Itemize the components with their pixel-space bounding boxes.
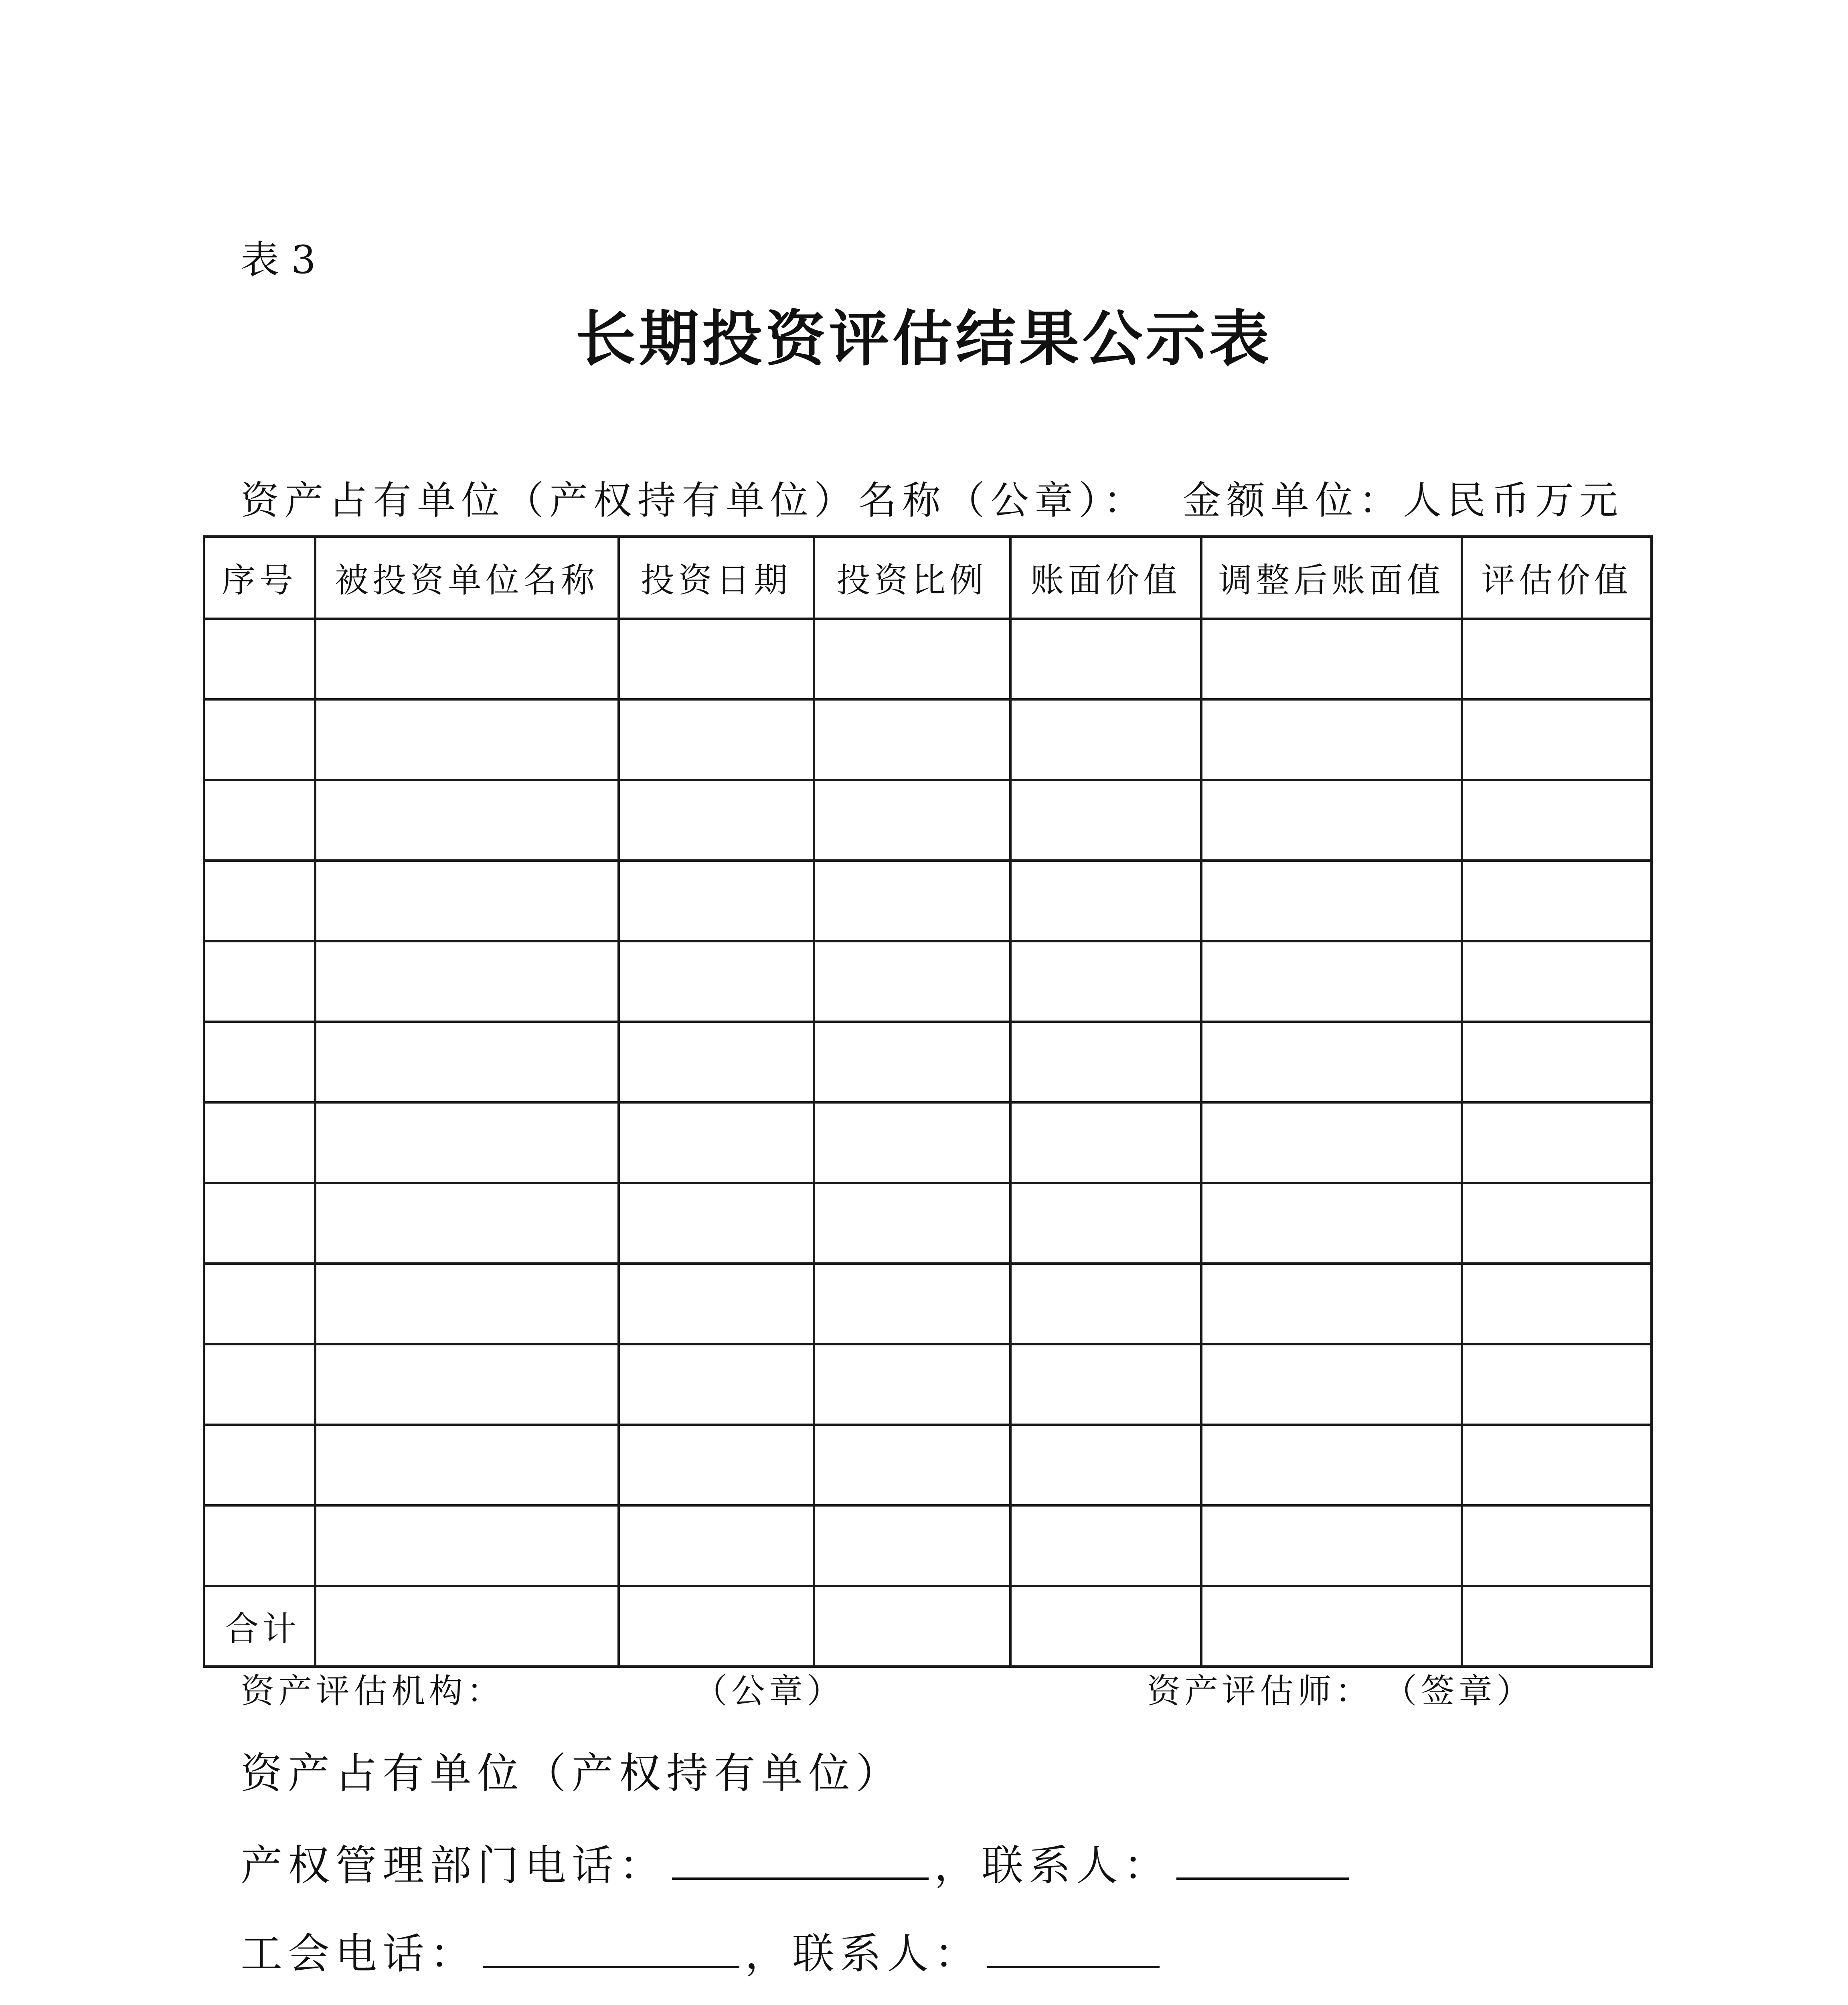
table-header-row [204, 537, 1652, 619]
table-cell[interactable] [619, 699, 814, 780]
table-cell[interactable] [1462, 861, 1652, 941]
union-line [241, 1929, 1165, 1978]
table-cell[interactable] [814, 941, 1010, 1022]
table-cell[interactable] [1201, 1022, 1462, 1102]
table-cell[interactable] [315, 1183, 619, 1264]
table-row [204, 1505, 1652, 1586]
table-row [204, 861, 1652, 941]
table-cell[interactable] [1201, 861, 1462, 941]
table-row [204, 1264, 1652, 1344]
table-cell[interactable] [1462, 1022, 1652, 1102]
table-cell[interactable] [204, 780, 315, 861]
table-cell[interactable] [315, 1264, 619, 1344]
table-cell[interactable] [1462, 780, 1652, 861]
table-cell[interactable] [1010, 1425, 1201, 1505]
table-cell[interactable] [1010, 1344, 1201, 1425]
table-cell[interactable] [814, 699, 1010, 780]
table-cell[interactable] [1201, 699, 1462, 780]
table-row [204, 1183, 1652, 1264]
total-cell[interactable] [1462, 1586, 1652, 1667]
table-cell[interactable] [1462, 1344, 1652, 1425]
header-cell-investee: 被投资单位名称 [315, 537, 619, 619]
table-cell[interactable] [814, 1425, 1010, 1505]
owner-unit-line: 资产占有单位（产权持有单位） [241, 1749, 903, 1798]
property-dept-contact-field[interactable] [1176, 1841, 1349, 1880]
union-phone-label: 工会电话： [241, 1929, 478, 1978]
table-cell[interactable] [1462, 1183, 1652, 1264]
table-body [204, 619, 1652, 1667]
table-row [204, 699, 1652, 780]
table-cell[interactable] [619, 1183, 814, 1264]
table-cell[interactable] [1462, 1425, 1652, 1505]
table-cell[interactable] [1010, 619, 1201, 699]
table-cell[interactable] [1462, 1102, 1652, 1183]
header-cell-ratio: 投资比例 [814, 537, 1010, 619]
table-cell[interactable] [315, 1505, 619, 1586]
table-cell[interactable] [814, 861, 1010, 941]
table-cell[interactable] [315, 619, 619, 699]
table-cell[interactable] [1201, 1264, 1462, 1344]
table-cell[interactable] [204, 1183, 315, 1264]
table-cell[interactable] [1010, 1264, 1201, 1344]
table-cell[interactable] [619, 619, 814, 699]
table-cell[interactable] [814, 1183, 1010, 1264]
property-dept-contact-label: 联系人： [982, 1841, 1171, 1890]
table-cell[interactable] [1010, 699, 1201, 780]
table-cell[interactable] [619, 1344, 814, 1425]
table-row [204, 1344, 1652, 1425]
table-cell[interactable] [619, 941, 814, 1022]
table-cell[interactable] [315, 780, 619, 861]
header-cell-adjusted-value: 调整后账面值 [1201, 537, 1462, 619]
table-cell[interactable] [315, 861, 619, 941]
table-cell[interactable] [619, 861, 814, 941]
table-cell[interactable] [1462, 941, 1652, 1022]
header-cell-date: 投资日期 [619, 537, 814, 619]
table-cell[interactable] [814, 1102, 1010, 1183]
table-cell[interactable] [204, 619, 315, 699]
table-cell[interactable] [1201, 1425, 1462, 1505]
comma-separator: ， [745, 1929, 793, 1978]
table-cell[interactable] [619, 1425, 814, 1505]
table-cell[interactable] [315, 941, 619, 1022]
table-cell[interactable] [1010, 1183, 1201, 1264]
table-cell[interactable] [1201, 1102, 1462, 1183]
table-number-label: 表 3 [241, 237, 316, 282]
agency-seal-label: （公章） [694, 1671, 845, 1711]
table-row [204, 1022, 1652, 1102]
table-row [204, 941, 1652, 1022]
table-cell[interactable] [619, 780, 814, 861]
table-cell[interactable] [1010, 1102, 1201, 1183]
table-cell[interactable] [619, 1505, 814, 1586]
table-cell[interactable] [814, 1505, 1010, 1586]
table-cell[interactable] [315, 1425, 619, 1505]
table-cell[interactable] [619, 1264, 814, 1344]
table-cell[interactable] [1201, 941, 1462, 1022]
table-cell[interactable] [315, 1344, 619, 1425]
table-cell[interactable] [1462, 619, 1652, 699]
total-cell[interactable] [1010, 1586, 1201, 1667]
table-cell[interactable] [204, 1264, 315, 1344]
table-cell[interactable] [315, 1102, 619, 1183]
table-row [204, 1102, 1652, 1183]
table-cell[interactable] [1201, 1505, 1462, 1586]
table-cell[interactable] [1010, 780, 1201, 861]
union-contact-field[interactable] [987, 1929, 1160, 1968]
header-cell-seq: 序号 [204, 537, 315, 619]
table-cell[interactable] [1462, 1505, 1652, 1586]
table-cell[interactable] [315, 1022, 619, 1102]
table-cell[interactable] [619, 1022, 814, 1102]
table-row [204, 619, 1652, 699]
table-cell[interactable] [204, 1344, 315, 1425]
total-cell[interactable] [315, 1586, 619, 1667]
table-cell[interactable] [204, 941, 315, 1022]
document-title: 长期投资评估结果公示表 [575, 304, 1273, 374]
table-cell[interactable] [814, 1264, 1010, 1344]
header-cell-assessed-value: 评估价值 [1462, 537, 1652, 619]
appraiser-seal-label: （签章） [1383, 1671, 1534, 1711]
table-cell[interactable] [814, 1022, 1010, 1102]
table-cell[interactable] [204, 861, 315, 941]
table-cell[interactable] [204, 1505, 315, 1586]
total-cell[interactable] [814, 1586, 1010, 1667]
total-label: 合计 [204, 1586, 315, 1667]
table-cell[interactable] [1201, 780, 1462, 861]
table-cell[interactable] [814, 780, 1010, 861]
property-dept-phone-field[interactable] [672, 1841, 929, 1880]
table-cell[interactable] [1462, 699, 1652, 780]
table-cell[interactable] [1010, 1505, 1201, 1586]
comma-separator: ， [934, 1841, 982, 1890]
assessment-table [203, 535, 1653, 1668]
table-row [204, 780, 1652, 861]
table-cell[interactable] [1201, 619, 1462, 699]
table-cell[interactable] [814, 619, 1010, 699]
appraiser-label: 资产评估师： [1147, 1671, 1373, 1711]
total-row [204, 1586, 1652, 1667]
table-cell[interactable] [315, 699, 619, 780]
union-contact-label: 联系人： [792, 1929, 982, 1978]
table-cell[interactable] [204, 1102, 315, 1183]
table-cell[interactable] [204, 1022, 315, 1102]
property-dept-phone-label: 产权管理部门电话： [241, 1841, 667, 1890]
union-phone-field[interactable] [483, 1929, 739, 1968]
header-cell-book-value: 账面价值 [1010, 537, 1201, 619]
agency-label: 资产评估机构： [241, 1671, 505, 1711]
table-row [204, 1425, 1652, 1505]
table-cell[interactable] [1010, 1022, 1201, 1102]
table-cell[interactable] [814, 1344, 1010, 1425]
total-cell[interactable] [619, 1586, 814, 1667]
table-cell[interactable] [619, 1102, 814, 1183]
total-cell[interactable] [1201, 1586, 1462, 1667]
table-cell[interactable] [1462, 1264, 1652, 1344]
table-cell[interactable] [204, 1425, 315, 1505]
property-dept-line [241, 1841, 1354, 1890]
table-cell[interactable] [1010, 941, 1201, 1022]
table-cell[interactable] [204, 699, 315, 780]
owner-name-label: 资产占有单位（产权持有单位）名称（公章）： [241, 478, 1148, 523]
table-cell[interactable] [1010, 861, 1201, 941]
amount-unit-label: 金额单位：人民币万元 [1182, 478, 1623, 523]
table-cell[interactable] [1201, 1183, 1462, 1264]
table-cell[interactable] [1201, 1344, 1462, 1425]
